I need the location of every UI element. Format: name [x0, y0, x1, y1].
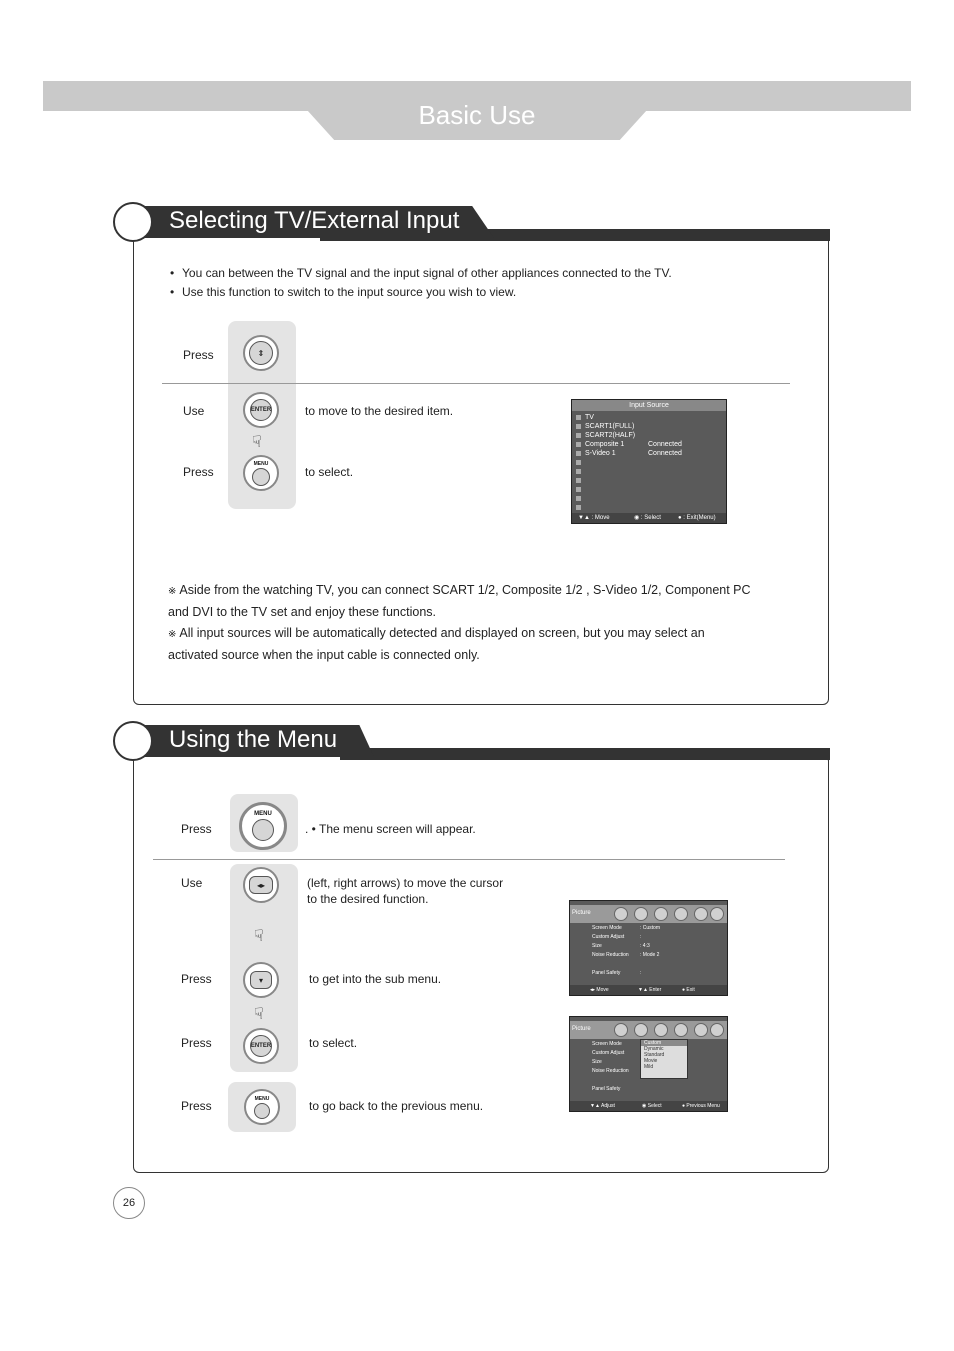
section-input-bullet: • You can between the TV signal and the input signal of other appliances connected to the TV. — [182, 266, 672, 280]
osd-popup-option: Standard — [644, 1052, 665, 1058]
osd-row-disabled — [576, 485, 726, 494]
osd-menu-value: : Custom — [640, 925, 661, 931]
note: ※ Aside from the watching TV, you can connect SCART 1/2, Composite 1/2 , S-Video 1/2, Component PC and DVI to the TV set and enjoy these functions. — [168, 583, 751, 619]
menu-button[interactable] — [239, 802, 287, 850]
source-button[interactable] — [243, 335, 279, 371]
step-text: to move to the desired item. — [305, 404, 454, 418]
step-text: to the desired function. — [307, 892, 429, 906]
step-label: Press — [181, 972, 212, 986]
osd-popup-option: Custom — [641, 1040, 687, 1046]
sound-tab-icon — [634, 1023, 648, 1037]
osd-menu-row: Panel Safety — [592, 970, 621, 976]
osd-menu-row: Custom Adjust — [592, 1050, 625, 1056]
step-text: to go back to the previous menu. — [309, 1099, 484, 1113]
osd-footer: ▼▲ : Move ◉ : Select ● : Exit(Menu) — [572, 513, 726, 523]
osd-popup — [640, 1039, 688, 1079]
enter-icon: ENTER — [250, 1035, 272, 1057]
osd-menu-value: : Mode 2 — [640, 952, 660, 958]
osd-row-disabled — [576, 503, 726, 512]
hand-pointer-icon: ☟ — [254, 928, 264, 945]
osd-menu-row: Size — [592, 943, 602, 949]
osd-popup-option: Movie — [644, 1058, 658, 1064]
menu-icon — [254, 1103, 270, 1119]
step-label: Press — [181, 1036, 212, 1050]
sound-tab-icon — [634, 907, 648, 921]
down-button[interactable] — [243, 962, 279, 998]
osd-menu-row: Noise Reduction — [592, 1068, 629, 1074]
picture-menu-osd — [569, 900, 728, 996]
timer-tab-icon — [654, 907, 668, 921]
menu-label: MENU — [254, 811, 272, 817]
channel-tab-icon — [694, 1023, 708, 1037]
step-text: (left, right arrows) to move the cursor — [307, 876, 504, 890]
osd-menu-row: Custom Adjust — [592, 934, 625, 940]
menu-button[interactable] — [243, 455, 279, 491]
page-title: Basic Use — [418, 100, 536, 130]
enter-button[interactable] — [243, 392, 279, 428]
down-arrow-icon: ▾ — [250, 971, 272, 989]
picture-submenu-osd — [569, 1016, 728, 1112]
osd-footer: ◂▸ Move ▼▲ Enter ● Exit — [570, 985, 727, 995]
divider — [153, 859, 785, 860]
menu-label: MENU — [254, 1095, 270, 1102]
step-label: Press — [181, 822, 212, 836]
input-source-osd — [571, 399, 727, 524]
osd-row: S-Video 1 Connected — [576, 449, 726, 458]
step-label: Press — [183, 348, 214, 362]
note: ※ All input sources will be automatically detected and displayed on screen, but you may select an activated source when the input cable is connected only. — [168, 626, 705, 662]
osd-footer: ▼▲ Adjust ◉ Select ● Previous Menu — [570, 1101, 727, 1111]
menu-icon — [252, 819, 274, 841]
channel-tab-icon — [694, 907, 708, 921]
step-label: Press — [183, 465, 214, 479]
step-label: Use — [181, 876, 203, 890]
section-menu-circle — [113, 721, 153, 761]
osd-row: SCART2(HALF) — [576, 431, 726, 440]
section-input-title: Selecting TV/External Input — [169, 207, 460, 234]
picture-tab-icon — [614, 907, 628, 921]
osd-menu-value: : — [640, 934, 642, 940]
menu-button[interactable] — [244, 1089, 280, 1125]
osd-menu-row: Screen Mode — [592, 925, 622, 931]
osd-picture-label: Picture — [572, 1026, 591, 1032]
page-number: 26 — [113, 1187, 145, 1219]
osd-popup-option: Dynamic — [644, 1046, 664, 1052]
enter-button[interactable] — [243, 1028, 279, 1064]
osd-row: Composite 1 Connected — [576, 440, 726, 449]
timer-tab-icon — [654, 1023, 668, 1037]
osd-menu-row: Panel Safety — [592, 1086, 621, 1092]
osd-menu-row: Noise Reduction — [592, 952, 629, 958]
step-label: Press — [181, 1099, 212, 1113]
section-input-bullet: • Use this function to switch to the input source you wish to view. — [182, 285, 516, 299]
osd-row-disabled — [576, 467, 726, 476]
picture-tab-icon — [614, 1023, 628, 1037]
setup-tab-icon — [674, 907, 688, 921]
left-right-arrows-icon: ◂▸ — [249, 876, 273, 894]
osd-menu-row: Size — [592, 1059, 602, 1065]
osd-tabs — [570, 1021, 727, 1039]
osd-popup-option: Mild — [644, 1064, 654, 1070]
enter-icon: ENTER — [250, 399, 272, 421]
section-menu-title: Using the Menu — [169, 726, 338, 753]
step-label: Use — [183, 404, 205, 418]
menu-label: MENU — [253, 460, 269, 467]
osd-row: TV — [576, 413, 726, 422]
step-text: to select. — [305, 465, 354, 479]
option-tab-icon — [710, 907, 724, 921]
osd-row: SCART1(FULL) — [576, 422, 726, 431]
option-tab-icon — [710, 1023, 724, 1037]
section-input-circle — [113, 202, 153, 242]
osd-row-disabled — [576, 476, 726, 485]
hand-pointer-icon: ☟ — [252, 434, 262, 451]
hand-pointer-icon: ☟ — [254, 1006, 264, 1023]
osd-menu-row: Screen Mode — [592, 1041, 622, 1047]
osd-picture-label: Picture — [572, 910, 591, 916]
osd-tabs — [570, 905, 727, 923]
divider — [162, 383, 790, 384]
step-text: to get into the sub menu. — [309, 972, 442, 986]
section-menu-bar — [340, 748, 830, 760]
step-text: . • The menu screen will appear. — [305, 822, 476, 836]
up-down-arrows-icon: ⇕ — [249, 341, 273, 365]
osd-menu-value: : 4:3 — [640, 943, 650, 949]
osd-row-disabled — [576, 458, 726, 467]
osd-title: Input Source — [572, 400, 726, 411]
step-text: to select. — [309, 1036, 358, 1050]
left-right-button[interactable] — [243, 867, 279, 903]
osd-row-disabled — [576, 494, 726, 503]
setup-tab-icon — [674, 1023, 688, 1037]
menu-icon — [252, 468, 270, 486]
osd-menu-value: : — [640, 970, 642, 976]
